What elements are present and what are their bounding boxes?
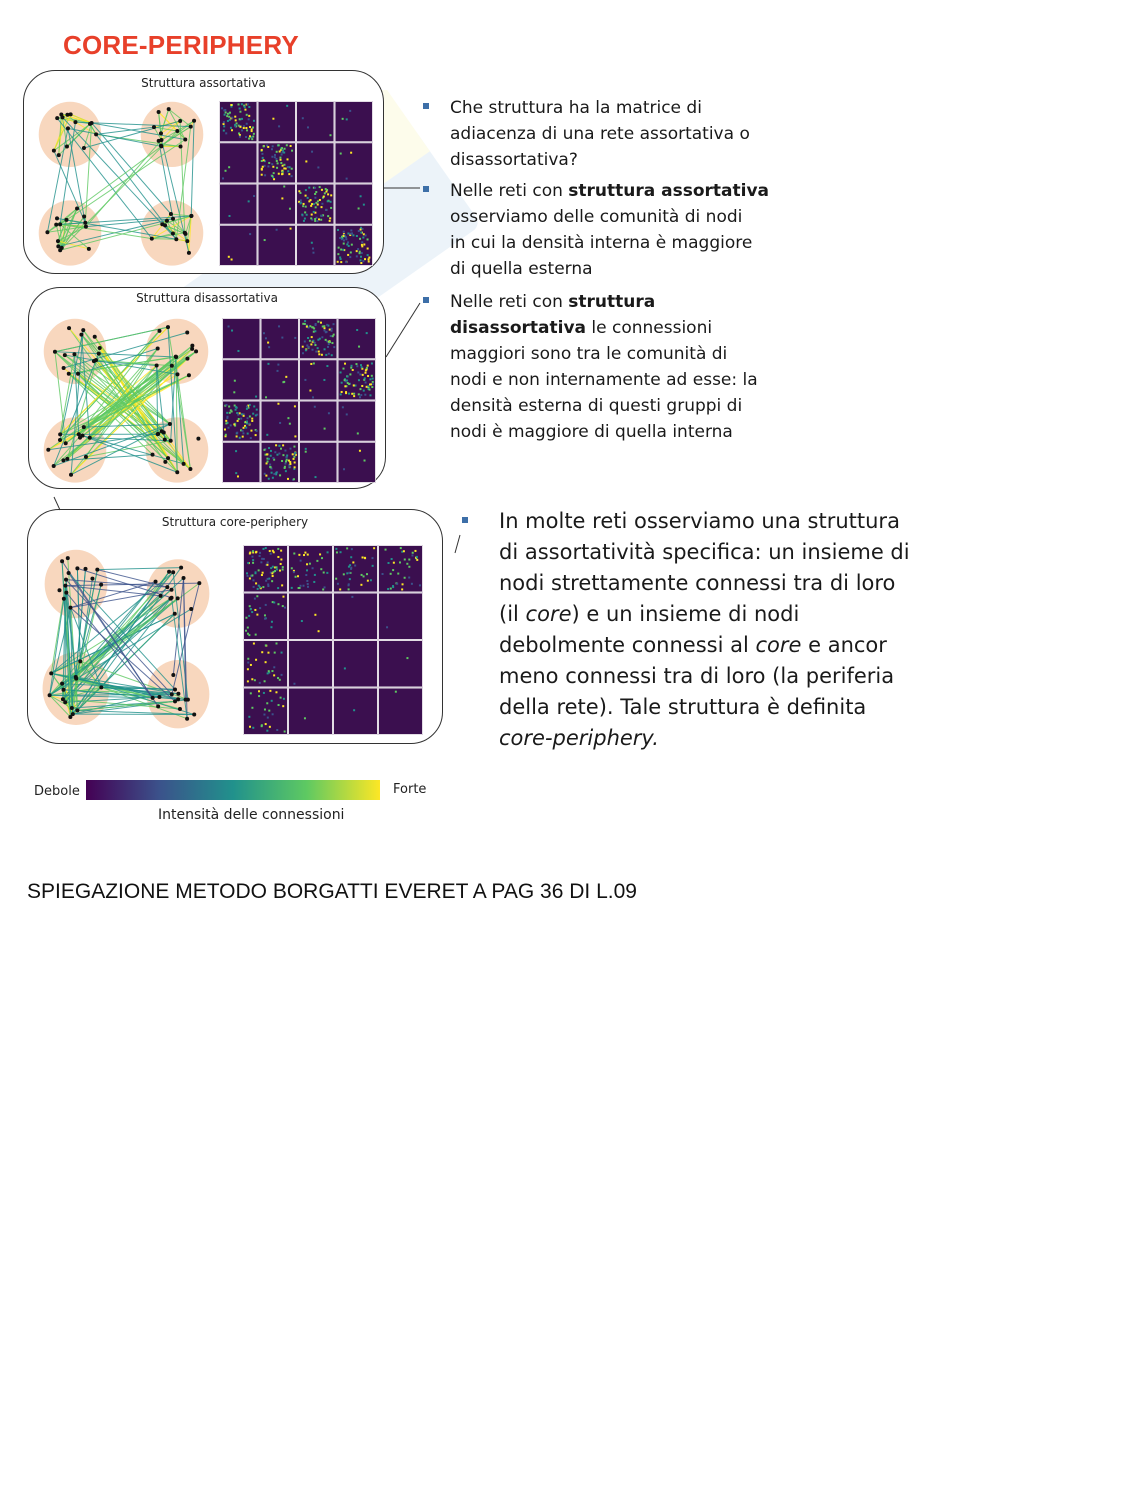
colorbar-high-label: Forte <box>393 782 427 797</box>
text-line: meno connessi tra di loro (la periferia <box>499 664 895 688</box>
panel-disassortative <box>28 287 386 489</box>
text-line: in cui la densità interna è maggiore <box>450 233 753 253</box>
adjacency-matrix <box>222 318 376 483</box>
network-graph <box>36 546 218 736</box>
text-line: adiacenza di una rete assortativa o <box>450 124 750 144</box>
page-title: CORE-PERIPHERY <box>63 30 299 60</box>
text-line: Che struttura ha la matrice di <box>450 98 702 118</box>
network-graph <box>41 314 211 484</box>
text-span: le connessioni <box>586 318 713 338</box>
bullet-marker <box>423 186 429 192</box>
colorbar <box>86 780 380 800</box>
colorbar-low-label: Debole <box>34 784 80 799</box>
network-graph <box>36 97 206 267</box>
text-line: di assortatività specifica: un insieme di <box>499 540 910 564</box>
panel-label: Struttura disassortativa <box>136 291 278 305</box>
italic-term: core <box>755 633 802 657</box>
italic-term: core <box>525 602 572 626</box>
panel-assortative <box>23 70 384 274</box>
bullet-marker <box>462 517 468 523</box>
bold-term: struttura <box>568 292 656 312</box>
text-span: Nelle reti con <box>450 181 569 201</box>
bullet-marker <box>423 103 429 109</box>
text-line: In molte reti osserviamo una struttura <box>499 509 900 533</box>
text-line: nodi e non internamente ad esse: la <box>450 370 758 390</box>
text-line: nodi è maggiore di quella interna <box>450 422 733 442</box>
text-line: disassortativa? <box>450 150 578 170</box>
text-span: Nelle reti con <box>450 292 569 312</box>
adjacency-matrix <box>219 101 373 266</box>
text-line: di quella esterna <box>450 259 593 279</box>
text-span: (il <box>499 602 526 626</box>
bullet-marker <box>423 297 429 303</box>
panel-label: Struttura core-periphery <box>161 515 309 529</box>
italic-term: core-periphery. <box>499 726 659 750</box>
text-span: e ancor <box>801 633 887 657</box>
panel-label: Struttura assortativa <box>141 76 266 90</box>
text-line: della rete). Tale struttura è definita <box>499 695 867 719</box>
text-span: ) e un insieme di nodi <box>571 602 800 626</box>
text-line: osserviamo delle comunità di nodi <box>450 207 743 227</box>
text-line: densità esterna di questi gruppi di <box>450 396 743 416</box>
text-span: debolmente connessi al <box>499 633 756 657</box>
adjacency-matrix <box>243 545 423 735</box>
bold-term: disassortativa <box>450 318 586 338</box>
bold-term: struttura assortativa <box>568 181 770 201</box>
colorbar-caption: Intensità delle connessioni <box>158 807 345 823</box>
footer-note: SPIEGAZIONE METODO BORGATTI EVERET A PAG 36 DI L.09 <box>27 880 637 903</box>
text-line: nodi strettamente connessi tra di loro <box>499 571 896 595</box>
panel-core-periphery <box>27 509 443 744</box>
text-line: maggiori sono tra le comunità di <box>450 344 728 364</box>
